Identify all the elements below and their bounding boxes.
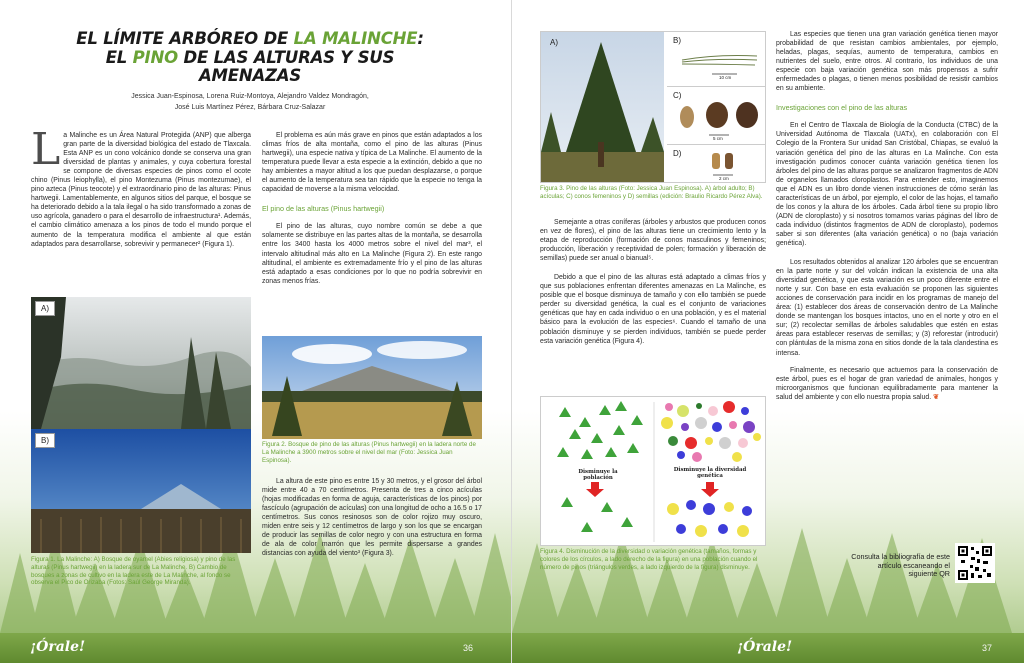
figure-3a-label: A) xyxy=(550,38,558,47)
adult-pine-tree-image xyxy=(541,32,664,182)
figure-3c-label: C) xyxy=(673,91,682,100)
figure-2-photo xyxy=(262,336,482,439)
paragraph-results: Los resultados obtenidos al analizar 120 árboles que se encuentran en la parte norte y sur del volcán indican la existencia de una alta diversidad genética, y que esta variación es un poco diferente entre el norte y sur. Con base en esta evaluación se proponen las siguientes acciones de conservación para incidir en los programas de manejo del área: (1) establecer dos áreas de conservación dentro de La Malinche donde se mantengan los bosques intactos, uno en el norte y otro en el sur; (2) recolectar semillas de árboles saludables que estén en estas áreas para establecer reservas de semillas; y (3) reforestar (introducir) con plántulas de la misma zona en sitios donde de la tala clandestina es intensa. xyxy=(776,259,998,357)
right-page xyxy=(512,0,1024,663)
figure-3b-needles xyxy=(667,32,765,87)
section-heading-pino: El pino de las alturas (Pinus hartwegii) xyxy=(262,204,385,214)
paragraph-conclusion: Finalmente, es necesario que actuemos para la conservación de este árbol, pues es el hogar de gran variedad de animales, hongos y microorganismos que funcionan equilibradamente para mantener la salud del ambiente y con ello nuestra propia salud. ❦ xyxy=(776,366,998,401)
authors: Jessica Juan-Espinosa, Lorena Ruiz-Montoya, Alejandro Valdez Mondragón, José Luis Martínez Pérez, Bárbara Cruz-Salazar xyxy=(131,93,369,111)
figure-1b-photo xyxy=(31,429,251,553)
page-number-right: 37 xyxy=(982,643,993,653)
figure-3d-label: D) xyxy=(673,149,682,158)
paragraph-description: La altura de este pino es entre 15 y 30 metros, y el grosor del árbol mide entre 40 a 70 centímetros. Presenta de tres a cinco acículas (hojas modificadas en forma de aguja, características de los pinos) por fascículo (agrupación de acículas) con una longitud de ocho a 16.5 o 17 centímetros. Sus conos resinosos son de color rojizo muy oscuro, miden entre seis y 12 centímetros de largo y son los que se encargan de producir las semillas de color negro y con una estructura en forma de ala de color marrón que les permite dispersarse a grandes distancias con ayuda del viento³ (Figura 3). xyxy=(262,478,482,558)
figure-3-panel xyxy=(540,31,766,183)
paragraph-variation: Las especies que tienen una gran variación genética tienen mayor probabilidad de que resistan cambios ambientales, por ejemplo, heladas, plagas, sequías, aumento de temperatura, cambios en nutrientes del suelo, entre otros. Al contrario, los individuos de una especie con baja variación genética son más propensos a sufrir enfermedades o plagas, o tienen menos posibilidad de resistir cambios en su ambiente. xyxy=(776,31,998,93)
figure-3d-seeds xyxy=(667,145,765,183)
column-1 xyxy=(31,124,251,253)
seeds-icon xyxy=(667,145,765,183)
needles-icon xyxy=(667,32,765,87)
article-title: EL LÍMITE ARBÓREO DE LA MALINCHE: EL PINO DE LAS ALTURAS Y SUS AMENAZAS xyxy=(76,29,424,85)
qr-pattern xyxy=(957,545,993,581)
figure-1a-label: A) xyxy=(35,301,55,316)
end-mark-icon: ❦ xyxy=(933,393,939,401)
figure-4-caption: Figura 4. Disminución de la diversidad o variación genética (tamaños, formas y colores de los círculos, a lado derecho de la figura) en una población cuando el número de pinos (triángulos verdes, a lado izquierdo de la figura) disminuye. xyxy=(540,548,758,571)
pine-forest-image xyxy=(262,336,482,439)
section-heading-investigaciones: Investigaciones con el pino de las alturas xyxy=(776,103,908,113)
paragraph-genetic-diversity: Debido a que el pino de las alturas está adaptado a climas fríos y que sus poblaciones enfrentan diferentes amenazas en La Malinche, es posible que el bosque disminuya de tamaño y con ello también se puede perder su diversidad genética, la cual es el conjunto de variaciones genéticas que hay en cada individuo o en una población, y es el material básico para la evolución de las especies⁶. Cuando el tamaño de una población disminuye y se pierden individuos, también se puede perder esta variación genética (Figura 4). xyxy=(540,274,766,345)
figure-3c-cones xyxy=(667,87,765,145)
column-2 xyxy=(262,131,482,290)
fig4-left-label: Disminuye la población xyxy=(578,469,618,481)
figure-1a-photo xyxy=(31,297,251,429)
figure-3-caption: Figura 3. Pino de las alturas (Foto: Jessica Juan Espinosa). A) árbol adulto; B) acículas; C) conos femeninos y D) semillas (edición: Braulio Ricardo Pérez Alva). xyxy=(540,185,763,200)
figure-1b-label: B) xyxy=(35,433,55,448)
paragraph-intro: a Malinche es un Área Natural Protegida (ANP) que alberga gran parte de la diversidad biológica del estado de Tlaxcala. Esta ANP es un cono volcánico donde se conserva una gran diversidad de plantas y animales, y cuya cobertura forestal se compone de diversas especies de pinos como el ocote chino (Pinus leiophylla), el pino Montezuma (Pinus montezumae), el pino azteca (Pinus teocote) y el extraordinario pino de las alturas: Pinus hartwegii. Lamentablemente, en algunos sitios del parque, el bosque se ha deteriorado debido a la tala ilegal o ha sido transformado a zonas de uso agrícola, ganadero o para el desarrollo de infraestructura¹. Además, el cambio climático amenaza a los pinos de todo el mundo porque el aumento de la temperatura modifica el ambiente al que están adaptados para desarrollarse, sobrevivir y permanecer² (Figura 1). xyxy=(31,132,251,248)
figure-4-diagram xyxy=(540,396,766,546)
magazine-logo-right: ¡Órale! xyxy=(737,639,793,655)
scale-10cm: 10 cm xyxy=(719,75,732,80)
page-number-left: 36 xyxy=(463,643,474,653)
scale-5cm: 5 cm xyxy=(713,136,723,141)
figure-3b-label: B) xyxy=(673,36,681,45)
magazine-logo-left: ¡Órale! xyxy=(30,639,86,655)
cropland-volcano-image xyxy=(31,429,251,553)
paragraph-distribution: El pino de las alturas, cuyo nombre común se debe a que solamente se distribuye en las partes altas de la montaña, se desarrolla entre los 3400 hasta los 4000 metros sobre el nivel del mar³, el intervalo altitudinal más alto en La Malinche (Figura 2). En este rango altitudinal, el ambiente es extremadamente frío y el pino de las alturas está adaptado a esas condiciones por lo que no podría sobrevivir en zonas menos frías. xyxy=(262,223,482,285)
scale-2cm: 2 cm xyxy=(719,176,729,181)
paragraph-research: En el Centro de Tlaxcala de Biología de la Conducta (CTBC) de la Universidad Autónoma de Tlaxcala (UATx), en colaboración con El Colegio de la Frontera Sur unidad San Cristóbal, Chiapas, se evaluó la variación genética del pino de las alturas en La Malinche. Con esta investigación pudimos conocer cuánta variación genética tienen los árboles del pino de las alturas porque se analizaron fragmentos de ADN de organelos llamados cloroplastos. Para entender esto, imaginemos que el ADN es un libro donde vienen instrucciones de cómo serán las características de un árbol, por ejemplo, el color de las hojas, el tamaño de los conos y la altura de los árboles. Cada árbol tiene su propio libro (ADN de cloroplasto) y si nosotros tomamos varias páginas del libro de cada individuo (distintos fragmentos de ADN de cloroplasto), podemos saber si son diferentes (alta variación genética) o no (baja variación genética). xyxy=(776,122,998,247)
drop-cap: L xyxy=(31,124,61,175)
figure-1-caption: Figura 1. La Malinche: A) Bosque de oyamel (Abies religiosa) y pino de las alturas (Pinus hartwegii) en la ladera sur de La Malinche. B) Cambio de bosques a zonas de cultivo en la ladera este de La Malinche, al fondo se observa el Pico de Orizaba (Fotos: Saúl George Miranda). xyxy=(31,556,236,587)
column-4 xyxy=(776,30,998,406)
column-3 xyxy=(540,218,766,350)
figure-2-caption: Figura 2. Bosque de pino de las alturas (Pinus hartwegii) en la ladera norte de La Malinche a 3900 metros sobre el nivel del mar (Foto: Jessica Juan Espinosa). xyxy=(262,441,476,464)
column-2-continued xyxy=(262,477,482,562)
qr-code-icon[interactable] xyxy=(955,543,995,583)
fig4-right-label: Disminuye la diversidad genética xyxy=(673,467,747,479)
qr-instruction: Consulta la bibliografía de este artículo escaneando el siguiente QR xyxy=(851,552,950,579)
paragraph-problem: El problema es aún más grave en pinos que están adaptados a los climas fríos de alta montaña, como el pino de las alturas (Pinus hartwegii), una especie nativa y típica de La Malinche. El aumento de la temperatura puede llevar a esta especie a la extinción, debido a que no hay ambientes a mayor altitud a los que puedan desplazarse, o porque el aumento de la temperatura sea tan rápido que la especie no tenga la capacidad de moverse a la misma velocidad. xyxy=(262,132,482,194)
paragraph-reproduction: Semejante a otras coníferas (árboles y arbustos que producen conos en vez de flores), el pino de las alturas tiene un crecimiento lento y la etapa de reproducción (formación de conos masculinos y femeninos; producción, liberación y receptividad de polen; formación y liberación de semillas) puede ser anual o bianual⁵. xyxy=(540,219,766,263)
misty-forest-image xyxy=(31,297,251,429)
